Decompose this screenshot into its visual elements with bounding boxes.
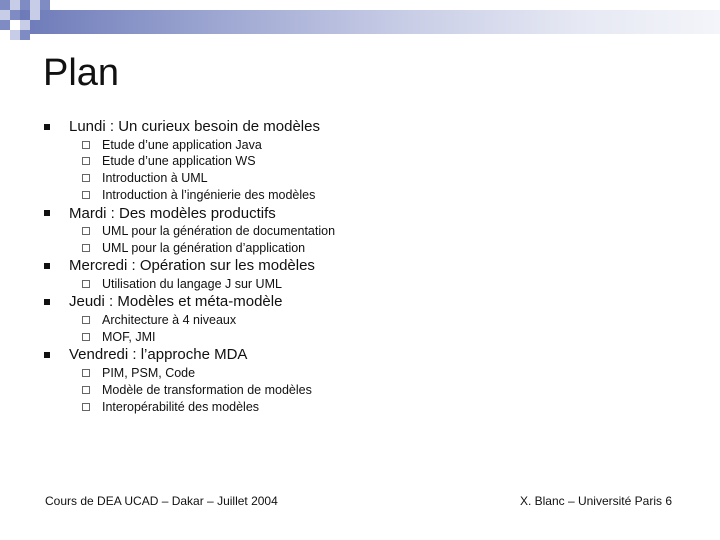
- section-label: Mercredi : Opération sur les modèles: [69, 257, 315, 274]
- sub-item: Introduction à UML: [102, 171, 208, 185]
- sub-item: PIM, PSM, Code: [102, 366, 196, 380]
- header-gradient-bar: [20, 10, 720, 34]
- section-label: Mardi : Des modèles productifs: [69, 205, 276, 222]
- sub-item: Modèle de transformation de modèles: [102, 383, 312, 397]
- decor-square: [10, 0, 20, 10]
- sub-bullet-box: [82, 369, 90, 377]
- sub-bullet-box: [82, 403, 90, 411]
- slide-title: Plan: [43, 52, 120, 94]
- bullet-square: [44, 210, 50, 216]
- sub-bullet-box: [82, 174, 90, 182]
- bullet-square: [44, 299, 50, 305]
- decor-square: [0, 10, 10, 20]
- decor-square: [0, 20, 10, 30]
- decor-square: [20, 30, 30, 40]
- bullet-square: [44, 352, 50, 358]
- sub-bullet-box: [82, 141, 90, 149]
- sub-bullet-box: [82, 244, 90, 252]
- sub-item: UML pour la génération de documentation: [102, 224, 336, 238]
- sub-item: MOF, JMI: [102, 330, 156, 344]
- footer-course: Cours de DEA UCAD – Dakar – Juillet 2004: [45, 494, 278, 508]
- sub-bullet-box: [82, 386, 90, 394]
- sub-item: Interopérabilité des modèles: [102, 400, 260, 414]
- sub-item: Architecture à 4 niveaux: [102, 313, 237, 327]
- sub-bullet-box: [82, 333, 90, 341]
- sub-item: Utilisation du langage J sur UML: [102, 277, 282, 291]
- bullet-square: [44, 263, 50, 269]
- footer-author: X. Blanc – Université Paris 6: [519, 494, 672, 508]
- sub-bullet-box: [82, 157, 90, 165]
- decor-square: [0, 0, 10, 10]
- decor-square: [10, 10, 20, 20]
- sub-bullet-box: [82, 191, 90, 199]
- sub-item: Etude d’une application Java: [102, 138, 262, 152]
- decor-square: [20, 20, 30, 30]
- decor-square: [20, 0, 30, 10]
- sub-bullet-box: [82, 316, 90, 324]
- sub-bullet-box: [82, 280, 90, 288]
- section-label: Jeudi : Modèles et méta-modèle: [69, 293, 283, 310]
- decor-square: [10, 30, 20, 40]
- sub-item: Etude d’une application WS: [102, 154, 256, 168]
- decor-square: [40, 0, 50, 10]
- decor-square: [30, 10, 40, 20]
- bullet-square: [44, 124, 50, 130]
- sub-item: UML pour la génération d’application: [102, 241, 306, 255]
- sub-bullet-box: [82, 227, 90, 235]
- section-label: Vendredi : l’approche MDA: [69, 346, 248, 363]
- sub-item: Introduction à l’ingénierie des modèles: [102, 188, 316, 202]
- decor-square: [30, 0, 40, 10]
- header-decoration: [0, 0, 720, 45]
- section-label: Lundi : Un curieux besoin de modèles: [69, 118, 320, 135]
